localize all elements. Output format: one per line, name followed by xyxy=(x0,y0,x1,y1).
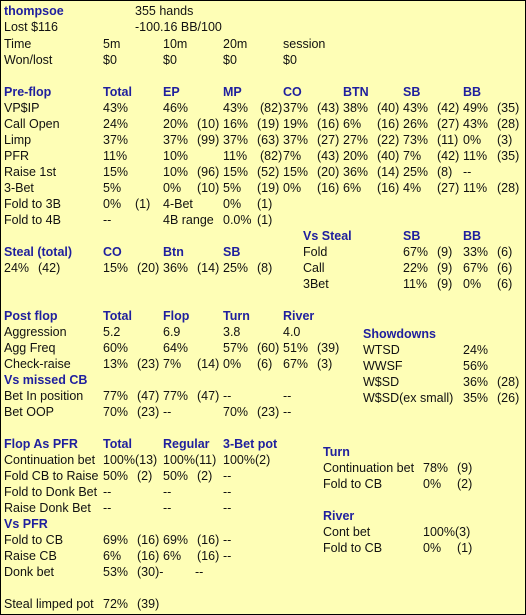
stat-cell: -- xyxy=(223,549,232,563)
stat-cell: 36% xyxy=(343,165,369,179)
steal-total-title: Steal (total) xyxy=(4,245,73,259)
sample-count: (16) xyxy=(137,549,160,563)
stat-cell: 0% xyxy=(283,181,302,195)
postflop-col-total: Total xyxy=(103,309,132,323)
sample-count: (20) xyxy=(317,165,340,179)
row-label: Fold to CB xyxy=(323,541,383,555)
stat-cell: 56% xyxy=(463,359,489,373)
preflop-col-ep: EP xyxy=(163,85,180,99)
sample-count: (39) xyxy=(317,341,340,355)
player-stats-hud xyxy=(1,1,525,614)
stat-cell: 0% xyxy=(163,181,182,195)
row-label: Check-raise xyxy=(4,357,71,371)
wonlost-10m: $0 xyxy=(163,53,177,67)
sample-count: (11) xyxy=(437,133,459,147)
vs-missed-cb-title: Vs missed CB xyxy=(4,373,88,387)
row-label: Call xyxy=(303,261,325,275)
stat-cell: 50% xyxy=(103,469,129,483)
stat-cell: 37% xyxy=(223,133,249,147)
postflop-col-river: River xyxy=(283,309,315,323)
stat-cell: 60% xyxy=(103,341,129,355)
sample-count: (8) xyxy=(257,261,273,275)
stat-cell: 0% xyxy=(423,541,442,555)
stat-cell: 46% xyxy=(163,101,189,115)
sample-count: (16) xyxy=(317,181,340,195)
bb-rate: -100.16 BB/100 xyxy=(135,20,222,34)
stat-cell: 64% xyxy=(163,341,189,355)
sample-count: (43) xyxy=(317,149,340,163)
sample-count: (2) xyxy=(197,469,213,483)
stat-cell: -- xyxy=(463,165,472,179)
row-label: Fold to 3B xyxy=(4,197,61,211)
sample-count: (1) xyxy=(257,197,273,211)
sample-count: (23) xyxy=(137,405,160,419)
stat-cell: 13% xyxy=(103,357,129,371)
steal-col-sb: SB xyxy=(223,245,241,259)
sample-count: (2) xyxy=(457,477,473,491)
sample-count: (82) xyxy=(260,149,283,163)
stat-cell: 57% xyxy=(223,341,249,355)
postflop-col-flop: Flop xyxy=(163,309,190,323)
stat-cell: 4.0 xyxy=(283,325,301,339)
row-label: W$SD(ex small) xyxy=(363,391,454,405)
stat-cell: 0% xyxy=(223,197,242,211)
row-label: 4-Bet xyxy=(163,197,193,211)
row-label: Fold to CB xyxy=(4,533,64,547)
row-label: Continuation bet xyxy=(4,453,96,467)
stat-cell: 6% xyxy=(103,549,122,563)
stat-cell: 6.9 xyxy=(163,325,181,339)
row-label: Fold CB to Raise xyxy=(4,469,99,483)
row-label: Cont bet xyxy=(323,525,371,539)
stat-cell: -- xyxy=(163,485,172,499)
row-label: WTSD xyxy=(363,343,400,357)
wonlost-20m: $0 xyxy=(223,53,237,67)
postflop-col-turn: Turn xyxy=(223,309,250,323)
stat-cell: 0% xyxy=(103,197,122,211)
stat-cell: 5.2 xyxy=(103,325,121,339)
sample-count: (42) xyxy=(437,149,460,163)
stat-cell: 15% xyxy=(103,165,129,179)
wonlost-5m: $0 xyxy=(103,53,117,67)
stat-cell: 7% xyxy=(163,357,182,371)
hands-count: 355 hands xyxy=(135,4,194,18)
sample-count: (35) xyxy=(497,101,520,115)
stat-cell: 100%(11) xyxy=(163,453,217,467)
row-label: Fold xyxy=(303,245,328,259)
sample-count: (10) xyxy=(197,117,220,131)
vs-steal-title: Vs Steal xyxy=(303,229,352,243)
row-label: Raise Donk Bet xyxy=(4,501,91,515)
sample-count: (47) xyxy=(197,389,220,403)
row-label: Continuation bet xyxy=(323,461,415,475)
stat-cell: -- xyxy=(283,405,292,419)
vs-pfr-title: Vs PFR xyxy=(4,517,48,531)
sample-count: (1) xyxy=(135,197,151,211)
turn-title: Turn xyxy=(323,445,350,459)
time-label: Time xyxy=(4,37,32,51)
sample-count: (28) xyxy=(497,117,520,131)
sample-count: (16) xyxy=(197,533,220,547)
sample-count: (6) xyxy=(497,277,513,291)
sample-count: (19) xyxy=(257,181,280,195)
stat-cell: 67% xyxy=(403,245,429,259)
sample-count: (19) xyxy=(257,117,280,131)
stat-cell: -- xyxy=(223,533,232,547)
row-label: Fold to 4B xyxy=(4,213,61,227)
stat-cell: 15% xyxy=(283,165,309,179)
stat-cell: 67% xyxy=(463,261,489,275)
stat-cell: 0% xyxy=(423,477,442,491)
flop-pfr-col-3bet: 3-Bet pot xyxy=(223,437,278,451)
stat-cell: 11% xyxy=(103,149,128,163)
stat-cell: 33% xyxy=(463,245,489,259)
stat-cell: 27% xyxy=(343,133,369,147)
stat-cell: 72% xyxy=(103,597,129,611)
row-label: Raise 1st xyxy=(4,165,57,179)
stat-cell: 11% xyxy=(223,149,248,163)
sample-count: (10) xyxy=(197,181,220,195)
sample-count: (27) xyxy=(437,181,460,195)
sample-count: (9) xyxy=(437,245,453,259)
sample-count: (6) xyxy=(257,357,273,371)
row-label: PFR xyxy=(4,149,29,163)
stat-cell: 24% xyxy=(463,343,489,357)
row-label: Limp xyxy=(4,133,32,147)
steal-col-btn: Btn xyxy=(163,245,184,259)
sample-count: (27) xyxy=(317,133,340,147)
row-label: VP$IP xyxy=(4,101,40,115)
steal-col-co: CO xyxy=(103,245,122,259)
sample-count: (9) xyxy=(437,261,453,275)
sample-count: (28) xyxy=(497,375,520,389)
stat-cell: 78% xyxy=(423,461,449,475)
postflop-title: Post flop xyxy=(4,309,58,323)
stat-cell: 37% xyxy=(283,101,309,115)
sample-count: (9) xyxy=(457,461,473,475)
stat-cell: 77% xyxy=(163,389,189,403)
vs-steal-col-bb: BB xyxy=(463,229,482,243)
row-label: Raise CB xyxy=(4,549,57,563)
period-10m: 10m xyxy=(163,37,188,51)
row-label: Agg Freq xyxy=(4,341,56,355)
stat-cell: 43% xyxy=(403,101,429,115)
row-label: Bet OOP xyxy=(4,405,55,419)
sample-count: (14) xyxy=(197,261,220,275)
stat-cell: 100%(3) xyxy=(423,525,471,539)
stat-cell: 11% xyxy=(463,181,488,195)
stat-cell: -- xyxy=(103,213,112,227)
stat-cell: -- xyxy=(163,501,172,515)
row-label: Fold to CB xyxy=(323,477,383,491)
stat-cell: 43% xyxy=(103,101,129,115)
sample-count: (23) xyxy=(257,405,280,419)
stat-cell: 25% xyxy=(403,165,429,179)
sample-count: (39) xyxy=(137,597,160,611)
sample-count: (60) xyxy=(257,341,280,355)
preflop-col-total: Total xyxy=(103,85,132,99)
stat-cell: 20% xyxy=(163,117,189,131)
period-20m: 20m xyxy=(223,37,248,51)
period-5m: 5m xyxy=(103,37,121,51)
stat-cell: 73% xyxy=(403,133,429,147)
sample-count: (3) xyxy=(317,357,333,371)
stat-cell: 0% xyxy=(223,357,242,371)
stat-cell: -- xyxy=(223,469,232,483)
stat-cell: 4% xyxy=(403,181,422,195)
sample-count: (26) xyxy=(497,391,520,405)
flop-pfr-col-regular: Regular xyxy=(163,437,210,451)
stat-cell: 7% xyxy=(403,149,422,163)
stat-cell: 7% xyxy=(283,149,302,163)
stat-cell: -- xyxy=(103,501,112,515)
stat-cell: 37% xyxy=(283,133,309,147)
stat-cell: 50% xyxy=(163,469,189,483)
stat-cell: 24% xyxy=(4,261,30,275)
sample-count: (2) xyxy=(137,469,153,483)
row-label: Aggression xyxy=(4,325,67,339)
sample-count: (23) xyxy=(137,357,160,371)
stat-cell: 49% xyxy=(463,101,489,115)
stat-cell: -- xyxy=(223,389,232,403)
sample-count: (16) xyxy=(197,549,220,563)
stat-cell: -- xyxy=(283,389,292,403)
stat-cell: 6% xyxy=(343,117,362,131)
sample-count: (63) xyxy=(257,133,280,147)
stat-cell: -- xyxy=(195,565,204,579)
stat-cell: 24% xyxy=(103,117,129,131)
stat-cell: 16% xyxy=(223,117,249,131)
stat-cell: 69% xyxy=(103,533,129,547)
stat-cell: 15% xyxy=(223,165,249,179)
sample-count: (16) xyxy=(377,117,400,131)
stat-cell: 25% xyxy=(223,261,249,275)
sample-count: (1) xyxy=(457,541,473,555)
stat-cell: 6% xyxy=(163,549,182,563)
stat-cell: 70% xyxy=(223,405,249,419)
stat-cell: 0.0% xyxy=(223,213,252,227)
stat-cell: 43% xyxy=(223,101,249,115)
stat-cell: 35% xyxy=(463,391,489,405)
sample-count: (14) xyxy=(377,165,400,179)
stat-cell: 3.8 xyxy=(223,325,241,339)
lost-amount: Lost $116 xyxy=(4,20,58,34)
row-label: Call Open xyxy=(4,117,60,131)
row-label: 4B range xyxy=(163,213,214,227)
stat-cell: 20% xyxy=(343,149,369,163)
stat-cell: 100%(2) xyxy=(223,453,271,467)
sample-count: (6) xyxy=(497,245,513,259)
sample-count: (43) xyxy=(317,101,340,115)
stat-cell: 67% xyxy=(283,357,309,371)
stat-cell: 26% xyxy=(403,117,429,131)
stat-cell: 38% xyxy=(343,101,369,115)
stat-cell: -- xyxy=(223,485,232,499)
sample-count: (96) xyxy=(197,165,220,179)
row-label: Donk bet xyxy=(4,565,55,579)
stat-cell: 53% xyxy=(103,565,129,579)
stat-cell: 70% xyxy=(103,405,129,419)
sample-count: (3) xyxy=(497,133,513,147)
sample-count: (35) xyxy=(497,149,520,163)
sample-count: (16) xyxy=(377,181,400,195)
preflop-col-mp: MP xyxy=(223,85,242,99)
sample-count: (16) xyxy=(317,117,340,131)
stat-cell: 36% xyxy=(463,375,489,389)
sample-count: (22) xyxy=(377,133,400,147)
stat-cell: 11% xyxy=(463,149,488,163)
row-label: Bet In position xyxy=(4,389,84,403)
vs-steal-col-sb: SB xyxy=(403,229,421,243)
row-label: W$SD xyxy=(363,375,400,389)
flop-pfr-title: Flop As PFR xyxy=(4,437,78,451)
sample-count: (40) xyxy=(377,101,400,115)
stat-cell: 10% xyxy=(163,149,189,163)
sample-count: (42) xyxy=(437,101,460,115)
stat-cell: 11% xyxy=(403,277,428,291)
sample-count: (14) xyxy=(197,357,220,371)
sample-count: (27) xyxy=(437,117,460,131)
player-name: thompsoe xyxy=(4,4,64,18)
stat-cell: 10% xyxy=(163,165,189,179)
preflop-col-co: CO xyxy=(283,85,302,99)
row-label: Steal limped pot xyxy=(4,597,94,611)
preflop-col-bb: BB xyxy=(463,85,482,99)
row-label: 3Bet xyxy=(303,277,329,291)
stat-cell: 37% xyxy=(103,133,129,147)
sample-count: (30)- xyxy=(137,565,164,579)
stat-cell: 51% xyxy=(283,341,309,355)
stat-cell: 6% xyxy=(343,181,362,195)
preflop-col-sb: SB xyxy=(403,85,421,99)
stat-cell: 69% xyxy=(163,533,189,547)
stat-cell: -- xyxy=(103,485,112,499)
sample-count: (40) xyxy=(377,149,400,163)
preflop-title: Pre-flop xyxy=(4,85,52,99)
stat-cell: 5% xyxy=(223,181,242,195)
wonlost-label: Won/lost xyxy=(4,53,53,67)
row-label: WWSF xyxy=(363,359,403,373)
showdowns-title: Showdowns xyxy=(363,327,436,341)
sample-count: (42) xyxy=(38,261,61,275)
sample-count: (28) xyxy=(497,181,520,195)
sample-count: (47) xyxy=(137,389,160,403)
sample-count: (16) xyxy=(137,533,160,547)
stat-cell: 22% xyxy=(403,261,429,275)
river-title: River xyxy=(323,509,355,523)
stat-cell: 77% xyxy=(103,389,129,403)
stat-cell: 0% xyxy=(463,277,482,291)
sample-count: (1) xyxy=(257,213,273,227)
stat-cell: 19% xyxy=(283,117,309,131)
sample-count: (8) xyxy=(437,165,453,179)
period-session: session xyxy=(283,37,326,51)
stat-cell: -- xyxy=(223,501,232,515)
stat-cell: 43% xyxy=(463,117,489,131)
wonlost-session: $0 xyxy=(283,53,297,67)
sample-count: (99) xyxy=(197,133,220,147)
row-label: Fold to Donk Bet xyxy=(4,485,98,499)
stat-cell: 5% xyxy=(103,181,122,195)
stat-cell: 100%(13) xyxy=(103,453,158,467)
sample-count: (9) xyxy=(437,277,453,291)
stat-cell: 0% xyxy=(463,133,482,147)
stat-cell: 15% xyxy=(103,261,129,275)
row-label: 3-Bet xyxy=(4,181,34,195)
preflop-col-btn: BTN xyxy=(343,85,369,99)
stat-cell: 37% xyxy=(163,133,189,147)
sample-count: (52) xyxy=(257,165,280,179)
stat-cell: 36% xyxy=(163,261,189,275)
sample-count: (82) xyxy=(260,101,283,115)
stat-cell: -- xyxy=(163,405,172,419)
sample-count: (6) xyxy=(497,261,513,275)
sample-count: (20) xyxy=(137,261,160,275)
flop-pfr-col-total: Total xyxy=(103,437,132,451)
